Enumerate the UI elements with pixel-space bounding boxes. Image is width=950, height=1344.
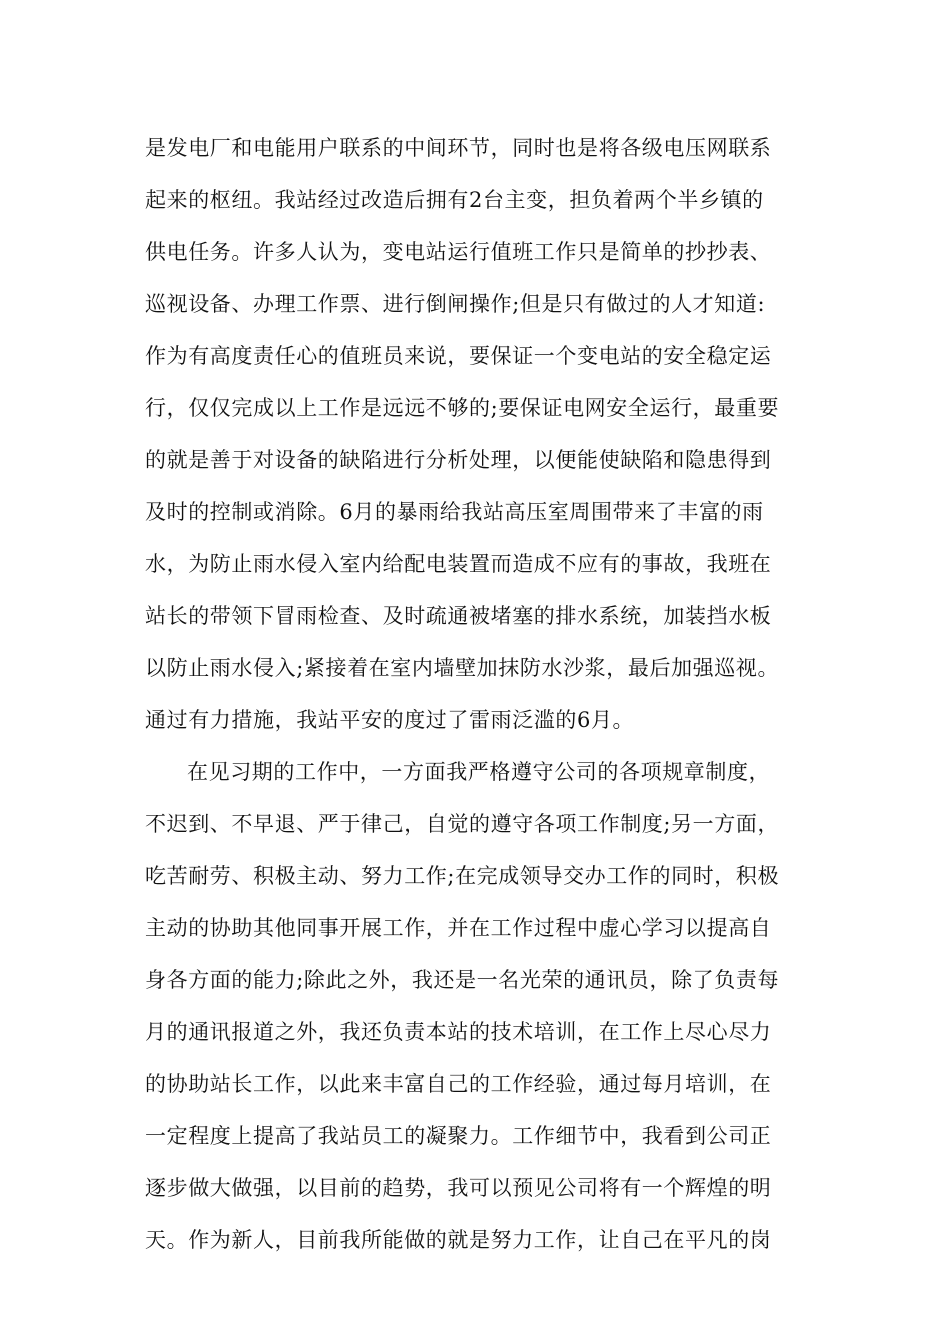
text-line: 行，仅仅完成以上工作是远远不够的;要保证电网安全运行，最重要 [145, 396, 780, 420]
text-line: 是发电厂和电能用户联系的中间环节，同时也是将各级电压网联系 [145, 136, 772, 160]
text-line: 吃苦耐劳、积极主动、努力工作;在完成领导交办工作的同时，积极 [145, 864, 780, 888]
text-line: 在见习期的工作中，一方面我严格遵守公司的各项规章制度， [187, 760, 771, 784]
text-line: 逐步做大做强，以目前的趋势，我可以预见公司将有一个辉煌的明 [145, 1176, 772, 1200]
text-line: 的就是善于对设备的缺陷进行分析处理，以便能使缺陷和隐患得到 [145, 448, 772, 472]
text-line: 巡视设备、办理工作票、进行倒闸操作;但是只有做过的人才知道: [145, 292, 766, 316]
text-line: 主动的协助其他同事开展工作，并在工作过程中虚心学习以提高自 [145, 916, 772, 940]
text-line: 水，为防止雨水侵入室内给配电装置而造成不应有的事故，我班在 [145, 552, 772, 576]
text-line: 及时的控制或消除。6月的暴雨给我站高压室周围带来了丰富的雨 [145, 500, 764, 524]
text-line: 起来的枢纽。我站经过改造后拥有2台主变，担负着两个半乡镇的 [145, 188, 764, 212]
text-line: 月的通讯报道之外，我还负责本站的技术培训，在工作上尽心尽力 [145, 1020, 772, 1044]
text-line: 通过有力措施，我站平安的度过了雷雨泛滥的6月。 [145, 708, 635, 732]
text-line: 站长的带领下冒雨检查、及时疏通被堵塞的排水系统，加装挡水板 [145, 604, 772, 628]
text-line: 天。作为新人，目前我所能做的就是努力工作，让自己在平凡的岗 [145, 1228, 772, 1252]
text-line: 供电任务。许多人认为，变电站运行值班工作只是简单的抄抄表、 [145, 240, 772, 264]
text-line: 以防止雨水侵入;紧接着在室内墙壁加抹防水沙浆，最后加强巡视。 [145, 656, 780, 680]
text-line: 的协助站长工作，以此来丰富自己的工作经验，通过每月培训，在 [145, 1072, 772, 1096]
text-line: 一定程度上提高了我站员工的凝聚力。工作细节中，我看到公司正 [145, 1124, 772, 1148]
text-line: 不迟到、不早退、严于律己，自觉的遵守各项工作制度;另一方面， [145, 812, 780, 836]
text-line: 作为有高度责任心的值班员来说，要保证一个变电站的安全稳定运 [145, 344, 772, 368]
text-line: 身各方面的能力;除此之外，我还是一名光荣的通讯员，除了负责每 [145, 968, 780, 992]
